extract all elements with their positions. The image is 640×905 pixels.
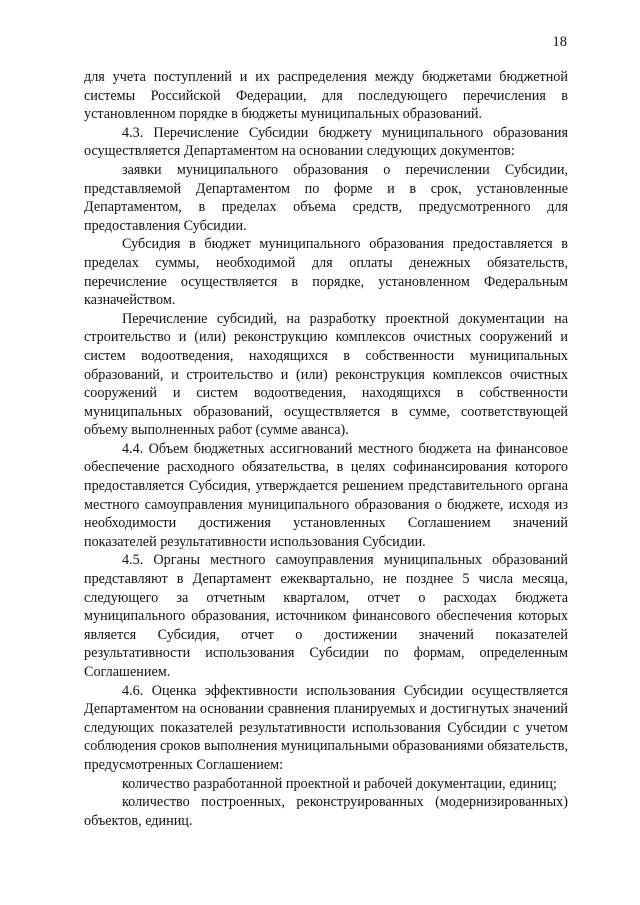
- page-number: 18: [552, 34, 567, 50]
- document-body: [84, 68, 568, 830]
- paragraph-4-6: 4.6. Оценка эффективности использования Субсидии осуществляется Департаментом на основании сравнения планируемых и достигнутых значений следующих показателей результативности использования Субсидии с учетом соблюдения сроков выполнения муниципальными образованиями обязательств, предусмотренных Соглашением:: [84, 682, 568, 773]
- paragraph-indicator-objects: количество построенных, реконструированных (модернизированных) объектов, единиц.: [84, 794, 568, 829]
- paragraph-4-4: 4.4. Объем бюджетных ассигнований местного бюджета на финансовое обеспечение расходного обязательства, в целях софинансирования которого предоставляется Субсидия, утверждается решением представительного органа местного самоуправления муниципального образования о бюджете, исходя из необходимости достижения установленных Соглашением значений показателей результативности использования Субсидии.: [84, 440, 568, 550]
- paragraph-continuation: для учета поступлений и их распределения между бюджетами бюджетной системы Российской Федерации, для последующего перечисления в установленном порядке в бюджеты муниципальных образований.: [84, 69, 568, 123]
- paragraph-application: заявки муниципального образования о перечислении Субсидии, представляемой Департаментом по форме и в срок, установленные Департаментом, в пределах объема средств, предусмотренного для предоставления Субсидии.: [84, 161, 568, 234]
- paragraph-4-5: 4.5. Органы местного самоуправления муниципальных образований представляют в Департамент ежеквартально, не позднее 5 числа месяца, следующего за отчетным кварталом, отчет о расходах бюджета муниципального образования, источником финансового обеспечения которых является Субсидия, отчет о достижении значений показателей результативности использования Субсидии по формам, определенным Соглашением.: [84, 552, 568, 680]
- paragraph-indicator-documentation: количество разработанной проектной и рабочей документации, единиц;: [122, 775, 557, 792]
- paragraph-4-3: 4.3. Перечисление Субсидии бюджету муниципального образования осуществляется Департаментом на основании следующих документов:: [84, 124, 568, 160]
- paragraph-subsidy-limit: Субсидия в бюджет муниципального образования предоставляется в пределах суммы, необходимой для оплаты денежных обязательств, перечисление осуществляется в порядке, установленном Федеральным казначейством.: [84, 236, 568, 309]
- paragraph-transfer-design: Перечисление субсидий, на разработку проектной документации на строительство и (или) реконструкцию комплексов очистных сооружений и систем водоотведения, находящихся в собственности муниципальных образований, и строительство и (или) реконструкция комплексов очистных сооружений и систем водоотведения, находящихся в собственности муниципальных образований, осуществляется в сумме, соответствующей объему выполненных работ (сумме аванса).: [84, 310, 568, 439]
